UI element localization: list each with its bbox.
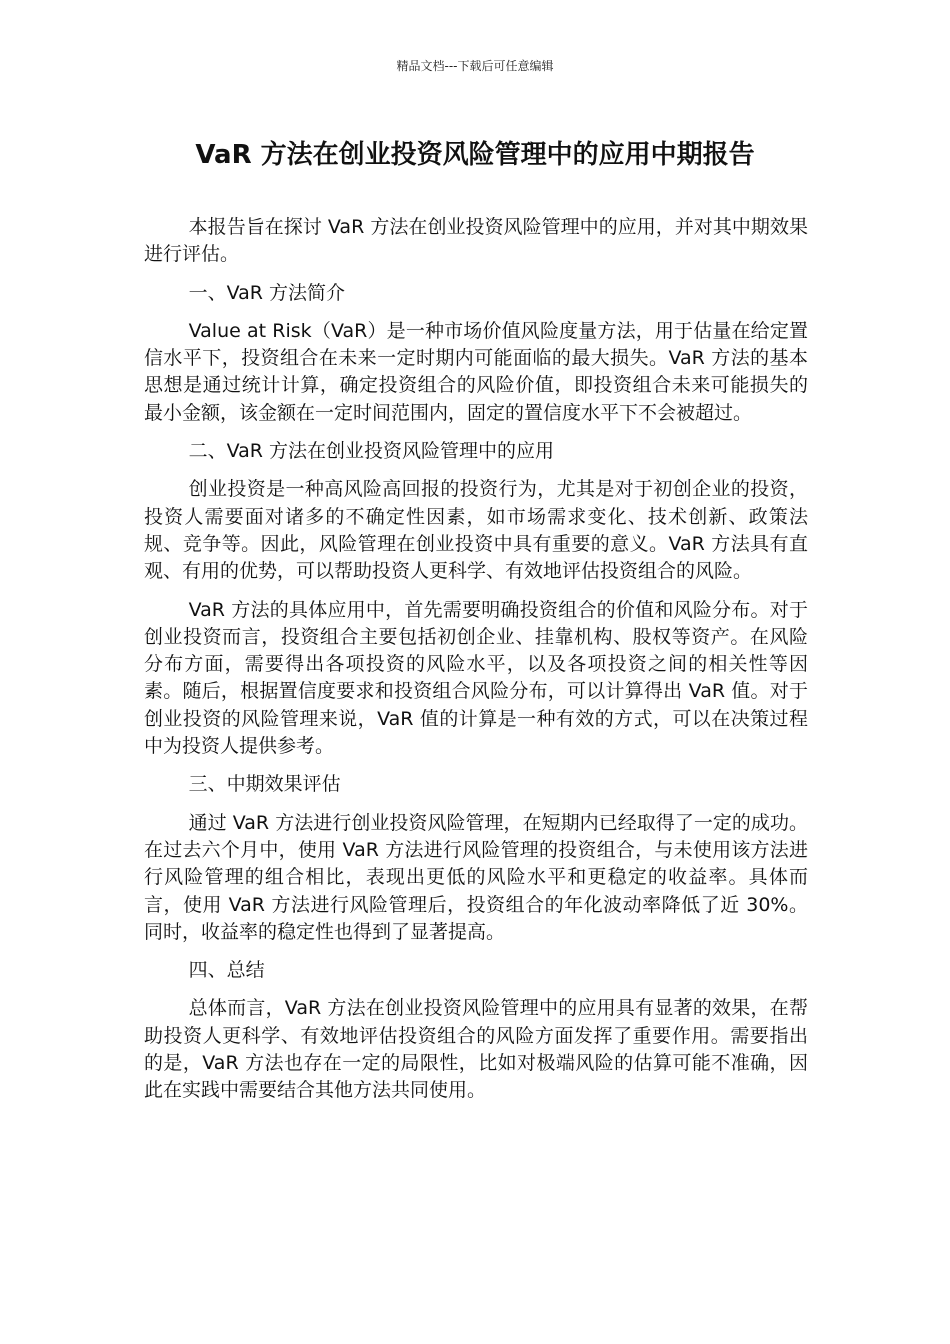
header-note: 精品文档---下载后可任意编辑	[396, 59, 554, 73]
document-title: VaR 方法在创业投资风险管理中的应用中期报告	[195, 140, 755, 170]
intro-paragraph: 本报告旨在探讨 VaR 方法在创业投资风险管理中的应用，并对其中期效果进行评估。	[144, 216, 808, 266]
section-heading-4: 四、总结	[188, 959, 265, 982]
section-2-paragraph-2: VaR 方法的具体应用中，首先需要明确投资组合的价值和风险分布。对于创业投资而言，投资组合主要包括初创企业、挂靠机构、股权等资产。在风险分布方面，需要得出各项投资的风险水平，以及各项投资之间的相关性等因素。随后，根据置信度要求和投资组合风险分布，可以计算得出 VaR 值。对于创业投资的风险管理来说，VaR 值的计算是一种有效的方式，可以在决策过程中为投资人提供参考。	[144, 598, 808, 758]
document-body	[144, 214, 808, 1116]
section-heading-2: 二、VaR 方法在创业投资风险管理中的应用	[188, 440, 555, 463]
section-heading-3: 三、中期效果评估	[188, 773, 341, 796]
section-1-paragraph-1: Value at Risk（VaR）是一种市场价值风险度量方法，用于估量在给定置信水平下，投资组合在未来一定时期内可能面临的最大损失。VaR 方法的基本思想是通过统计计算，确定投资组合的风险价值，即投资组合未来可能损失的最小金额，该金额在一定时间范围内，固定的置信度水平下不会被超过。	[144, 319, 808, 424]
section-3-paragraph-1: 通过 VaR 方法进行创业投资风险管理，在短期内已经取得了一定的成功。在过去六个月中，使用 VaR 方法进行风险管理的投资组合，与未使用该方法进行风险管理的组合相比，表现出更低的风险水平和更稳定的收益率。具体而言，使用 VaR 方法进行风险管理后，投资组合的年化波动率降低了近 30%。同时，收益率的稳定性也得到了显著提高。	[144, 811, 808, 943]
section-4-paragraph-1: 总体而言，VaR 方法在创业投资风险管理中的应用具有显著的效果，在帮助投资人更科学、有效地评估投资组合的风险方面发挥了重要作用。需要指出的是，VaR 方法也存在一定的局限性，比如对极端风险的估算可能不准确，因此在实践中需要结合其他方法共同使用。	[144, 997, 808, 1102]
section-2-paragraph-1: 创业投资是一种高风险高回报的投资行为，尤其是对于初创企业的投资，投资人需要面对诸多的不确定性因素，如市场需求变化、技术创新、政策法规、竞争等。因此，风险管理在创业投资中具有重要的意义。VaR 方法具有直观、有用的优势，可以帮助投资人更科学、有效地评估投资组合的风险。	[144, 478, 808, 583]
section-heading-1: 一、VaR 方法简介	[188, 281, 346, 304]
